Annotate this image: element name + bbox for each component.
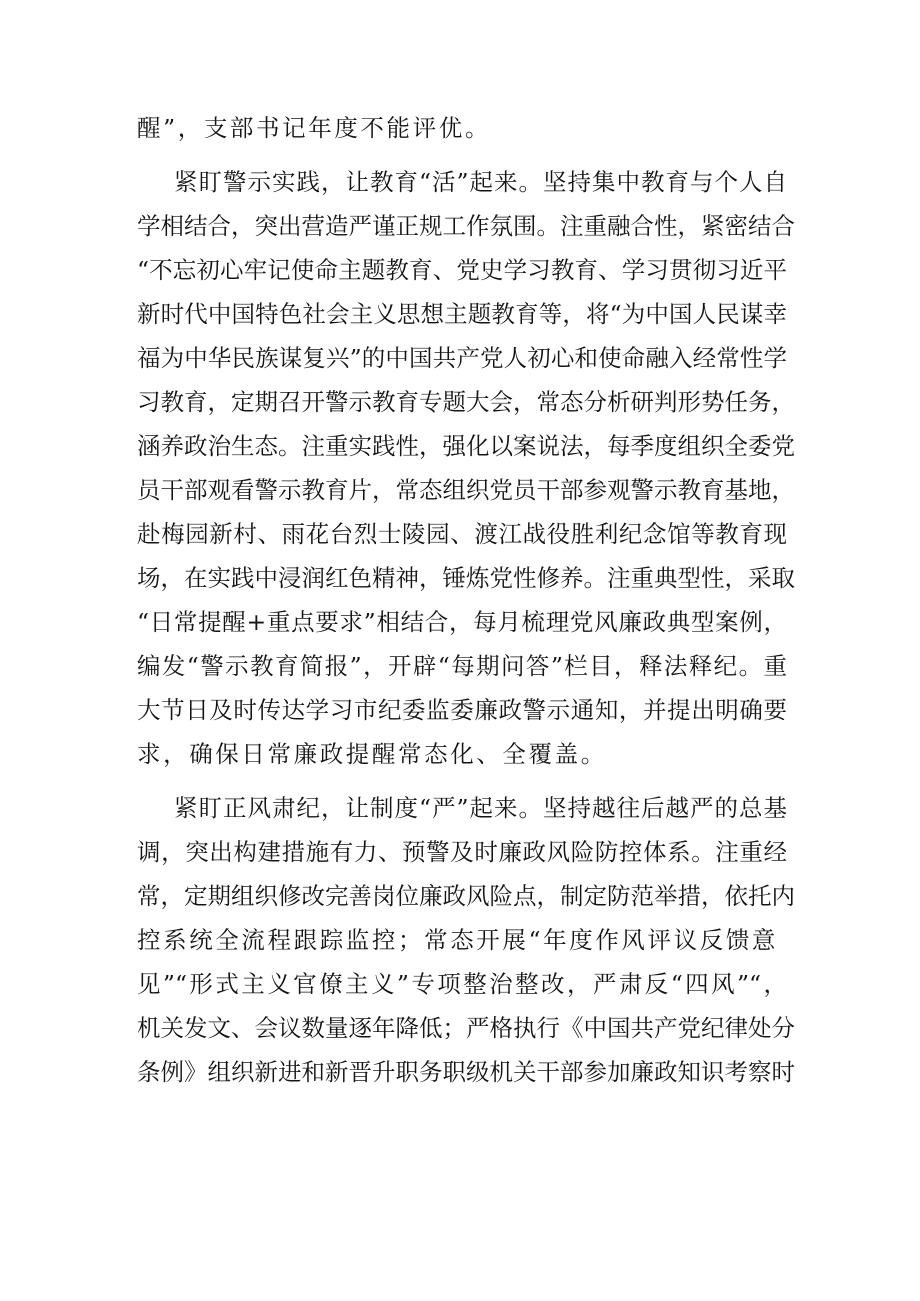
paragraph-start-line: 紧盯正风肃纪，让制度“严”起来。坚持越往后越严的总基	[174, 794, 787, 822]
text-line: 控系统全流程跟踪监控；常态开展“年度作风评议反馈意	[137, 926, 779, 954]
text-line: 机关发文、会议数量逐年降低；严格执行《中国共产党纪律处分	[137, 1014, 795, 1042]
text-line: 见”“形式主义官僚主义”专项整治整改，严肃反“四风”“，	[137, 970, 787, 998]
text-line: 编发“警示教育简报”，开辟“每期问答”栏目，释法释纪。重	[137, 652, 787, 680]
text-line: 调，突出构建措施有力、预警及时廉政风险防控体系。注重经	[137, 838, 787, 866]
text-line: 员干部观看警示教育片，常态组织党员干部参观警示教育基地，	[137, 476, 795, 504]
text-line: 习教育，定期召开警示教育专题大会，常态分析研判形势任务，	[137, 388, 795, 416]
paragraph-start-line: 紧盯警示实践，让教育“活”起来。坚持集中教育与个人自	[174, 168, 787, 196]
text-line: 大节日及时传达学习市纪委监委廉政警示通知，并提出明确要	[137, 696, 787, 724]
text-line: 学相结合，突出营造严谨正规工作氛围。注重融合性，紧密结合	[137, 212, 795, 240]
text-line: “日常提醒+重点要求”相结合，每月梳理党风廉政典型案例，	[137, 608, 787, 636]
text-line: 醒”，支部书记年度不能评优。	[137, 114, 491, 142]
text-line: “不忘初心牢记使命主题教育、党史学习教育、学习贯彻习近平	[137, 256, 787, 284]
text-line: 涵养政治生态。注重实践性，强化以案说法，每季度组织全委党	[137, 432, 795, 460]
text-line: 新时代中国特色社会主义思想主题教育等，将“为中国人民谋幸	[137, 300, 787, 328]
text-line: 场，在实践中浸润红色精神，锤炼党性修养。注重典型性，采取	[137, 564, 795, 592]
text-line: 福为中华民族谋复兴”的中国共产党人初心和使命融入经常性学	[137, 344, 787, 372]
text-line: 赴梅园新村、雨花台烈士陵园、渡江战役胜利纪念馆等教育现	[137, 520, 787, 548]
text-line: 常，定期组织修改完善岗位廉政风险点，制定防范举措，依托内	[137, 882, 795, 910]
text-line: 求，确保日常廉政提醒常态化、全覆盖。	[137, 740, 607, 768]
text-line: 条例》组织新进和新晋升职务职级机关干部参加廉政知识考察时	[137, 1058, 795, 1086]
